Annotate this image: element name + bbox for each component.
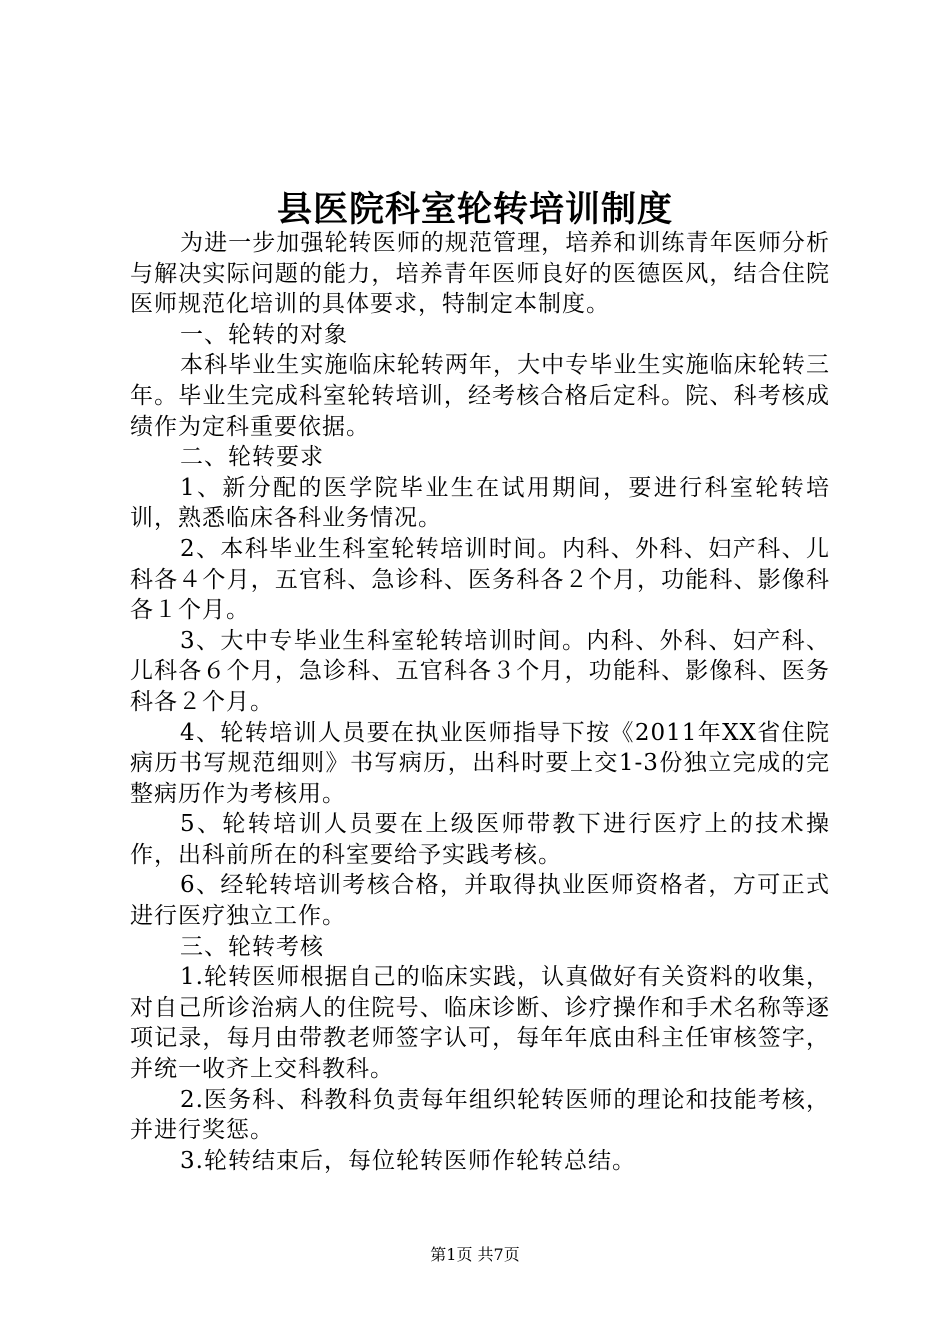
list-item: 2.医务科、科教科负责每年组织轮转医师的理论和技能考核，并进行奖惩。: [130, 1086, 830, 1144]
section-heading: 二、轮转要求: [180, 444, 324, 471]
list-item: 2、本科毕业生科室轮转培训时间。内科、外科、妇产科、儿科各４个月，五官科、急诊科、医务科各２个月，功能科、影像科各１个月。: [130, 535, 830, 624]
section-heading: 一、轮转的对象: [180, 321, 348, 348]
list-item: 3.轮转结束后，每位轮转医师作轮转总结。: [180, 1147, 636, 1174]
page-footer: 第1页 共7页: [430, 1245, 520, 1264]
page-title: 县医院科室轮转培训制度: [276, 189, 673, 230]
list-item: 6、经轮转培训考核合格，并取得执业医师资格者，方可正式进行医疗独立工作。: [130, 872, 830, 930]
list-item: 1.轮转医师根据自己的临床实践，认真做好有关资料的收集，对自己所诊治病人的住院号、临床诊断、诊疗操作和手术名称等逐项记录，每月由带教老师签字认可，每年年底由科主任审核签字，并统一收齐上交科教科。: [130, 964, 830, 1083]
document-body: [130, 228, 830, 1176]
list-item: 3、大中专毕业生科室轮转培训时间。内科、外科、妇产科、儿科各６个月，急诊科、五官科各３个月，功能科、影像科、医务科各２个月。: [130, 627, 830, 715]
list-item: 4、轮转培训人员要在执业医师指导下按《2011年XX省住院病历书写规范细则》书写病历，出科时要上交1-3份独立完成的完整病历作为考核用。: [130, 719, 830, 807]
intro-paragraph: 为进一步加强轮转医师的规范管理，培养和训练青年医师分析与解决实际问题的能力，培养青年医师良好的医德医风，结合住院医师规范化培训的具体要求，特制定本制度。: [130, 230, 830, 318]
list-item: 5、轮转培训人员要在上级医师带教下进行医疗上的技术操作，出科前所在的科室要给予实践考核。: [130, 811, 830, 868]
section-heading: 三、轮转考核: [180, 933, 324, 960]
paragraph: 本科毕业生实施临床轮转两年，大中专毕业生实施临床轮转三年。毕业生完成科室轮转培训，经考核合格后定科。院、科考核成绩作为定科重要依据。: [130, 352, 830, 440]
list-item: 1、新分配的医学院毕业生在试用期间，要进行科室轮转培训，熟悉临床各科业务情况。: [130, 474, 830, 532]
